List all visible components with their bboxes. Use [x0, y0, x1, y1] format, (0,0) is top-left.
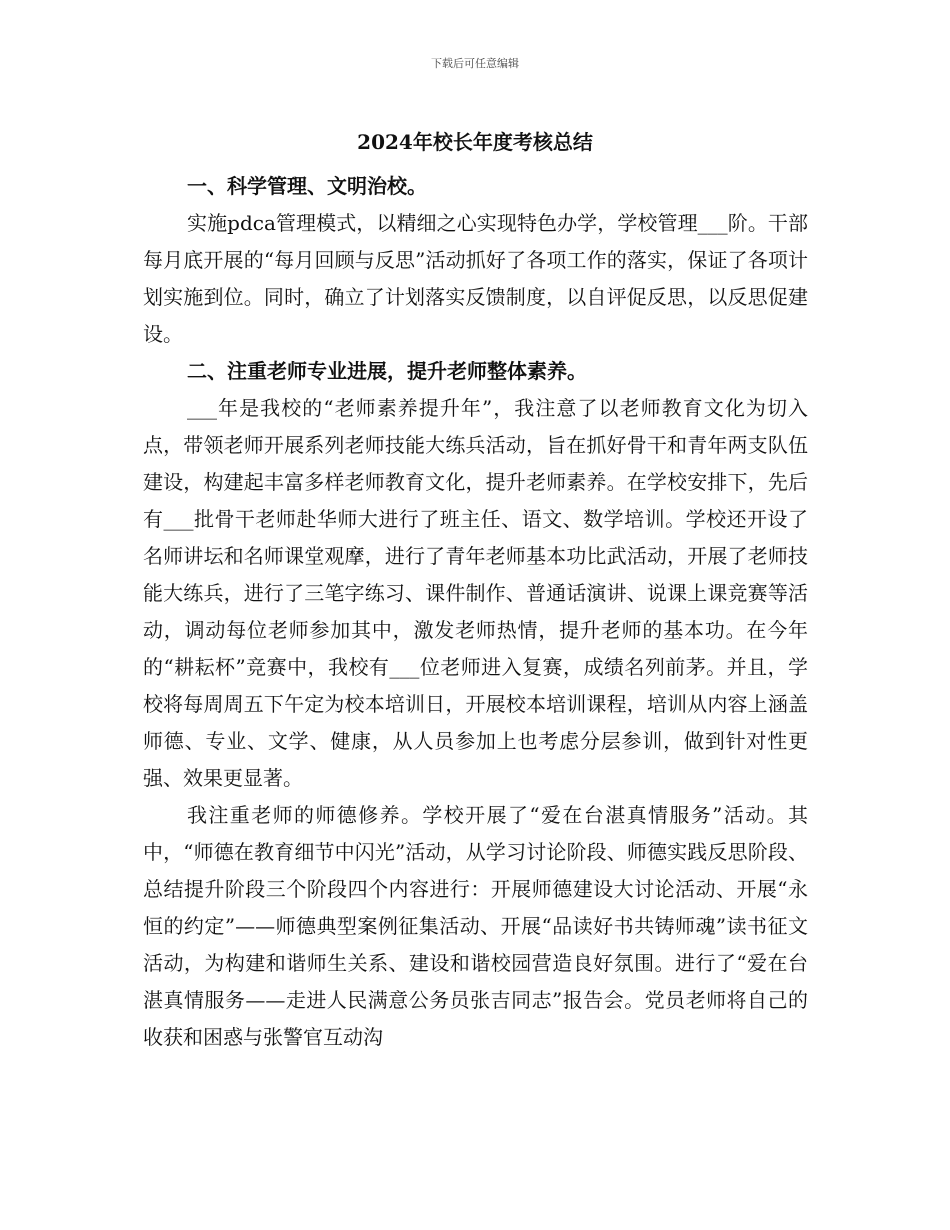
paragraph-1: 实施pdca管理模式，以精细之心实现特色办学，学校管理___阶。干部每月底开展的“每月回顾与反思”活动抓好了各项工作的落实，保证了各项计划实施到位。同时，确立了计划落实反馈制度，以自评促反思，以反思促建设。	[143, 211, 808, 346]
document-title: 2024年校长年度考核总结	[357, 130, 593, 154]
section-heading-2: 二、注重老师专业进展，提升老师整体素养。	[187, 359, 587, 383]
paragraph-2: ___年是我校的“老师素养提升年”，我注意了以老师教育文化为切入点，带领老师开展系列老师技能大练兵活动，旨在抓好骨干和青年两支队伍建设，构建起丰富多样老师教育文化，提升老师素养。在学校安排下，先后有___批骨干老师赴华师大进行了班主任、语文、数学培训。学校还开设了名师讲坛和名师课堂观摩，进行了青年老师基本功比武活动，开展了老师技能大练兵，进行了三笔字练习、课件制作、普通话演讲、说课上课竞赛等活动，调动每位老师参加其中，激发老师热情，提升老师的基本功。在今年的“耕耘杯”竞赛中，我校有___位老师进入复赛，成绩名列前茅。并且，学校将每周周五下午定为校本培训日，开展校本培训课程，培训从内容上涵盖师德、专业、文学、健康，从人员参加上也考虑分层参训，做到针对性更强、效果更显著。	[143, 396, 808, 790]
page-header: 下载后可任意编辑	[431, 57, 519, 70]
paragraph-3: 我注重老师的师德修养。学校开展了“爱在台湛真情服务”活动。其中，“师德在教育细节中闪光”活动，从学习讨论阶段、师德实践反思阶段、总结提升阶段三个阶段四个内容进行：开展师德建设大讨论活动、开展“永恒的约定”——师德典型案例征集活动、开展“品读好书共铸师魂”读书征文活动，为构建和谐师生关系、建设和谐校园营造良好氛围。进行了“爱在台湛真情服务——走进人民满意公务员张吉同志”报告会。党员老师将自己的收获和困惑与张警官互动沟	[143, 803, 808, 1049]
document-body	[143, 168, 808, 1056]
section-heading-1: 一、科学管理、文明治校。	[187, 174, 427, 198]
